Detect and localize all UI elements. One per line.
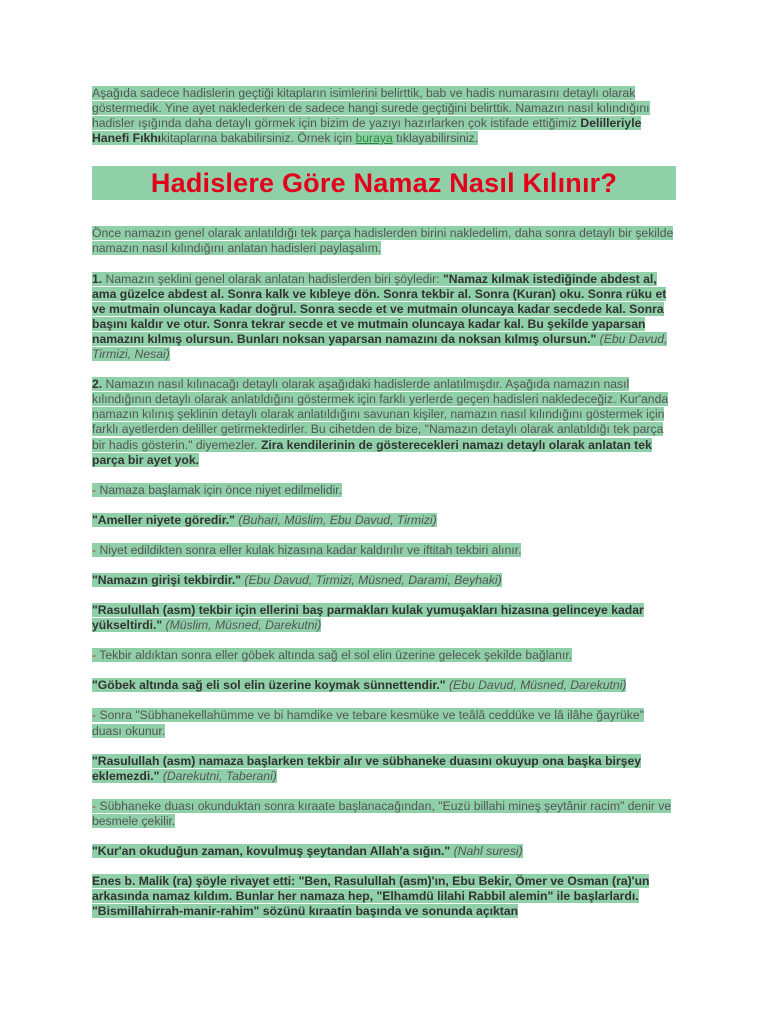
item-2-number: 2.: [92, 377, 103, 392]
step-euzu: - Sübhaneke duası okunduktan sonra kıraate başlanacağından, "Euzü billahi mineş şeytânir racim" denir ve besmele çekilir.: [92, 798, 672, 828]
item-1-number: 1.: [92, 271, 103, 286]
step-baglama: - Tekbir aldıktan sonra eller göbek altında sağ el sol elin üzerine gelecek şekilde bağlanır.: [92, 648, 573, 663]
item-1-paragraph: 1. Namazın şeklini genel olarak anlatan hadislerden biri şöyledir: "Namaz kılmak istediğinde abdest al, ama güzelce abdest al. Sonra kalk ve kıbleye dön. Sonra tekbir al. Sonra (Kuran) oku. Sonra rüku et ve mutmain oluncaya kadar doğrul. Sonra secde et ve mutmain oluncaya kadar secdede kal. Sonra başını kaldır ve otur. Sonra tekrar secde et ve mutmain oluncaya kadar kal. Bu şekilde yaparsan namazını kılmış olursun. Bunları noksan yaparsan namazını da noksan kılmış olursun." (Ebu Davud, Tirmizi, Nesai): [92, 271, 668, 362]
hadith-eller: "Rasulullah (asm) tekbir için ellerini baş parmakları kulak yumuşakları hizasına gelinceye kadar yükseltirdi." (Müslim, Müsned, Darekutni): [92, 603, 644, 633]
item-1-hadith: "Namaz kılmak istediğinde abdest al, ama güzelce abdest al. Sonra kalk ve kıbleye dön. Sonra tekbir al. Sonra (Kuran) oku. Sonra rüku et ve mutmain oluncaya kadar doğrul. Sonra secde et ve mutmain oluncaya kadar secdede kal. Sonra başını kaldır ve otur. Sonra tekrar secde et ve mutmain oluncaya kadar kal. Bu şekilde yaparsan namazını kılmış olursun. Bunları noksan yaparsan namazını da noksan kılmış olursun.": [92, 271, 667, 346]
intro-text-3: tıklayabilirsiniz.: [392, 131, 479, 146]
hadith-tekbir: "Namazın girişi tekbirdir." (Ebu Davud, Tirmizi, Müsned, Darami, Beyhaki): [92, 572, 502, 587]
item-2-paragraph: 2. Namazın nasıl kılınacağı detaylı olarak aşağıdaki hadislerde anlatılmışdır. Aşağıda namazın nasıl kılındığının detaylı olarak anlatıldığını göstermek için farklı yerlerde geçen hadisleri nakledeceğiz. Kur'anda namazın kılınış şeklinin detaylı olarak anlatıldığını savunan kişiler, namazın nasıl kılındığını göstermek için farklı ayetlerden deliller getirmektedirler. Bu cihetden de bize, "Namazın detaylı olarak anlatıldığı tek parça bir hadis gösterin." diyemezler. Zira kendilerinin de gösterecekleri namazı detaylı olarak anlatan tek parça bir ayet yok.: [92, 377, 669, 467]
item-1-source: (Ebu Davud, Tirmizi, Nesai): [92, 331, 668, 362]
step-subhaneke: - Sonra "Sübhanekellahümme ve bi hamdike ve tebare kesmüke ve teâlâ ceddüke ve lâ ilâhe ğayrüke" duası okunur.: [92, 708, 644, 738]
item-2-bold: Zira kendilerinin de gösterecekleri namazı detaylı olarak anlatan tek parça bir ayet yok.: [92, 437, 652, 467]
lead-paragraph: Önce namazın genel olarak anlatıldığı tek parça hadislerden birini nakledelim, daha sonra detaylı bir şekilde namazın nasıl kılındığını anlatan hadisleri paylaşalım.: [92, 226, 674, 256]
intro-paragraph: [92, 86, 676, 146]
hadith-subhaneke: "Rasulullah (asm) namaza başlarken tekbir alır ve sübhaneke duasını okuyup ona başka birşey eklemezdi." (Darekutni, Taberani): [92, 753, 642, 783]
hadith-enes: Enes b. Malik (ra) şöyle rivayet etti: "Ben, Rasulullah (asm)'ın, Ebu Bekir, Ömer ve Osman (ra)'un arkasında namaz kıldım. Bunlar her namaza hep, "Elhamdü lilahi Rabbil alemin" ile başlarlardı. "Bismillahirrah-manir-rahim" sözünü kıraatin başında ve sonunda açıktan: [92, 874, 650, 919]
intro-text-2: kitaplarına bakabilirsiniz. Örnek için: [161, 131, 356, 146]
title-banner: [92, 166, 676, 200]
hadith-gobek: "Göbek altında sağ eli sol elin üzerine koymak sünnettendir." (Ebu Davud, Müsned, Darekutni): [92, 678, 627, 693]
example-link[interactable]: buraya: [355, 131, 393, 146]
intro-text-1: Aşağıda sadece hadislerin geçtiği kitapların isimlerini belirttik, bab ve hadis numarasını detaylı olarak göstermedik. Yine ayet naklederken de sadece hangi surede geçtiğini belirttik. Namazın nasıl kılındığını hadisler ışığında daha detaylı görmek için bizim de yazıyı hazırlarken çok istifade ettiğimiz: [92, 86, 650, 131]
intro-book-title: Delilleriyle Hanefi Fıkhı: [92, 116, 642, 146]
hadith-niyet: "Ameller niyete göredir." (Buhari, Müslim, Ebu Davud, Tirmizi): [92, 512, 437, 527]
step-iftitah: - Niyet edildikten sonra eller kulak hizasına kadar kaldırılır ve iftitah tekbiri alınır.: [92, 542, 522, 557]
page-title: Hadislere Göre Namaz Nasıl Kılınır?: [150, 167, 618, 198]
step-niyet: - Namaza başlamak için önce niyet edilmelidir.: [92, 482, 342, 497]
ayah-istiaze: "Kur'an okuduğun zaman, kovulmuş şeytandan Allah'a sığın." (Nahl suresi): [92, 844, 523, 858]
